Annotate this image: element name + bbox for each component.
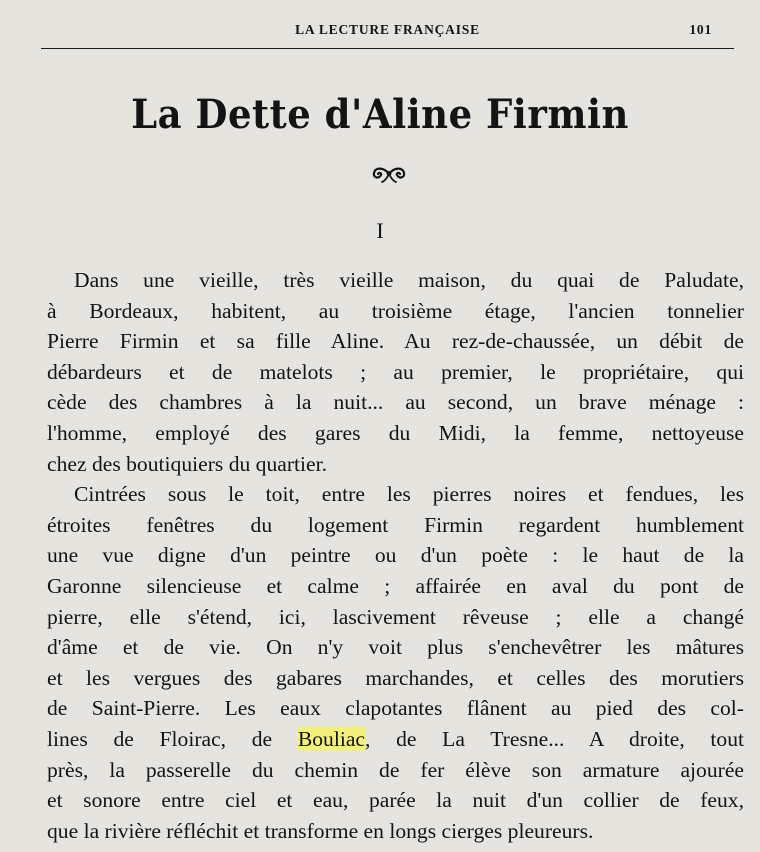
- text-line: Cintrées sous le toit, entre les pierres noires et fendues, les: [74, 482, 744, 507]
- highlighted-word[interactable]: Bouliac: [297, 726, 366, 751]
- body-text: [47, 265, 744, 846]
- text-line: Dans une vieille, très vieille maison, du quai de Paludate,: [74, 268, 744, 292]
- fleuron-ornament-icon: [369, 162, 409, 186]
- text-line: cède des chambres à la nuit... au second, un brave ménage :: [47, 390, 744, 415]
- page-number: 101: [689, 22, 712, 37]
- text-segment: lines de Floirac, de: [47, 726, 273, 751]
- running-header: [41, 22, 734, 42]
- text-line: l'homme, employé des gares du Midi, la femme, nettoyeuse: [47, 420, 744, 445]
- text-line: étroites fenêtres du logement Firmin regardent humblement: [47, 512, 744, 537]
- text-line: pierre, elle s'étend, ici, lascivement rêveuse ; elle a changé: [47, 604, 744, 629]
- chapter-numeral: I: [376, 218, 384, 243]
- text-line: de Saint-Pierre. Les eaux clapotantes flânent au pied des col-: [47, 696, 744, 721]
- text-segment: , de La Tresne... A droite, tout: [365, 726, 745, 751]
- header-rule: [41, 48, 734, 49]
- text-line: d'âme et de vie. On n'y voit plus s'enchevêtrer les mâtures: [47, 635, 744, 660]
- text-line: que la rivière réfléchit et transforme en longs cierges pleureurs.: [47, 818, 594, 843]
- text-line: à Bordeaux, habitent, au troisième étage, l'ancien tonnelier: [47, 298, 744, 323]
- text-line: débardeurs et de matelots ; au premier, le propriétaire, qui: [47, 359, 744, 384]
- text-line: et sonore entre ciel et eau, parée la nuit d'un collier de feux,: [47, 788, 744, 813]
- text-line: chez des boutiquiers du quartier.: [47, 451, 328, 476]
- text-line-with-highlight: [47, 724, 744, 755]
- text-line: Pierre Firmin et sa fille Aline. Au rez-de-chaussée, un débit de: [47, 329, 744, 354]
- text-line: et les vergues des gabares marchandes, et celles des morutiers: [47, 665, 744, 690]
- text-line: Garonne silencieuse et calme ; affairée en aval du pont de: [47, 573, 744, 598]
- text-line: près, la passerelle du chemin de fer élève son armature ajourée: [47, 757, 744, 782]
- text-line: une vue digne d'un peintre ou d'un poète : le haut de la: [47, 543, 744, 568]
- story-title: La Dette d'Aline Firmin: [131, 90, 629, 138]
- running-title: LA LECTURE FRANÇAISE: [295, 22, 480, 37]
